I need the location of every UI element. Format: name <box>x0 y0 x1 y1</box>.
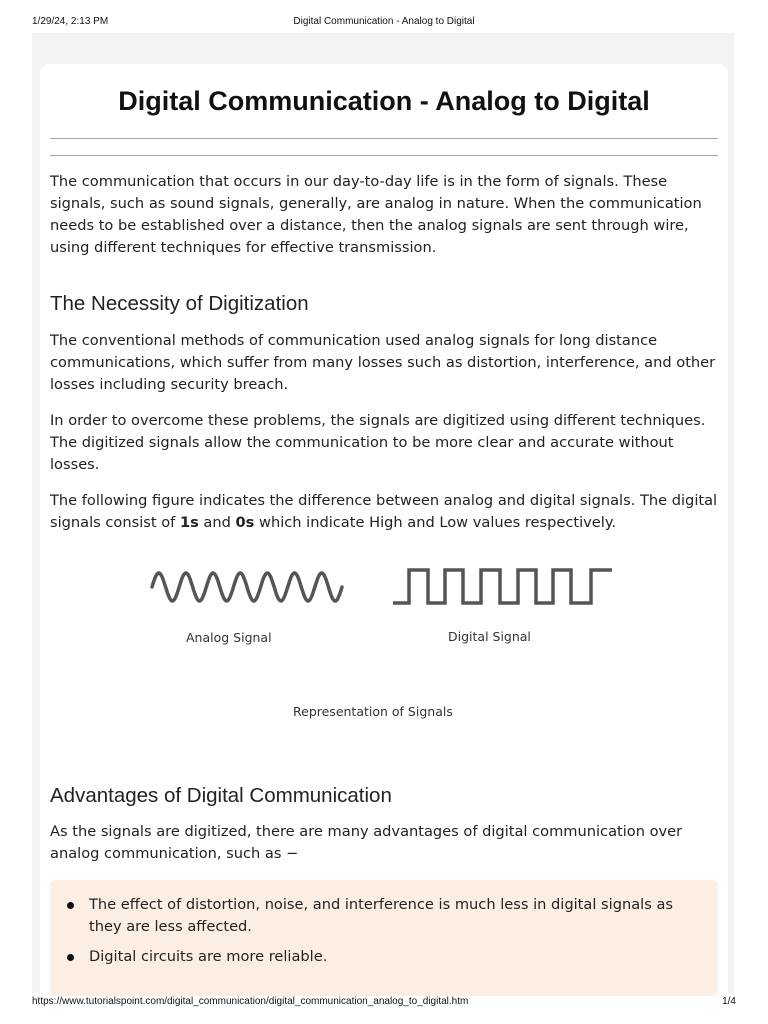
heading-necessity: The Necessity of Digitization <box>50 292 309 315</box>
title-divider-bottom <box>50 155 718 156</box>
figure-caption: Representation of Signals <box>293 704 453 719</box>
list-item <box>50 894 718 938</box>
print-footer <box>0 996 768 1010</box>
print-page-number: 1/4 <box>722 996 736 1007</box>
list-item-text: Digital circuits are more reliable. <box>89 948 328 965</box>
print-header <box>0 16 768 30</box>
paragraph-advantages-intro: As the signals are digitized, there are many advantages of digital communication over analog communication, such as − <box>50 823 683 862</box>
list-item <box>50 946 718 968</box>
figure-intro-and: and <box>198 514 236 531</box>
advantages-list <box>50 894 718 976</box>
digital-wave <box>393 570 612 603</box>
bold-0s: 0s <box>235 514 255 531</box>
paragraph-overcome: In order to overcome these problems, the signals are digitized using different techniques. The digitized signals allow the communication to be more clear and accurate without losses. <box>50 412 706 473</box>
analog-wave <box>152 573 342 601</box>
print-doc-title: Digital Communication - Analog to Digital <box>293 16 475 27</box>
figure-intro-text: The following figure indicates the difference between analog and digital signals. The digital signals consist of <box>50 492 718 531</box>
paragraph-figure-intro <box>50 490 718 534</box>
bullet-icon <box>67 954 74 961</box>
bold-1s: 1s <box>179 514 199 531</box>
heading-advantages: Advantages of Digital Communication <box>50 784 392 807</box>
page-title: Digital Communication - Analog to Digital <box>118 86 650 116</box>
analog-signal-label: Analog Signal <box>186 630 272 645</box>
bullet-icon <box>67 902 74 909</box>
print-url: https://www.tutorialspoint.com/digital_communication/digital_communication_analog_to_digital.htm <box>32 996 469 1007</box>
advantages-box <box>50 880 718 996</box>
figure-intro-end: which indicate High and Low values respectively. <box>254 514 617 531</box>
list-item-text: The effect of distortion, noise, and interference is much less in digital signals as they are less affected. <box>89 896 673 935</box>
digital-signal-label: Digital Signal <box>448 629 531 644</box>
signals-figure <box>0 555 768 735</box>
print-datetime: 1/29/24, 2:13 PM <box>32 16 109 27</box>
intro-paragraph: The communication that occurs in our day-to-day life is in the form of signals. These signals, such as sound signals, generally, are analog in nature. When the communication needs to be established over a distance, then the analog signals are sent through wire, using different techniques for effective transmission. <box>50 173 702 256</box>
title-divider-top <box>50 138 718 139</box>
paragraph-conventional: The conventional methods of communication used analog signals for long distance communications, which suffer from many losses such as distortion, interference, and other losses including security breach. <box>50 332 716 393</box>
